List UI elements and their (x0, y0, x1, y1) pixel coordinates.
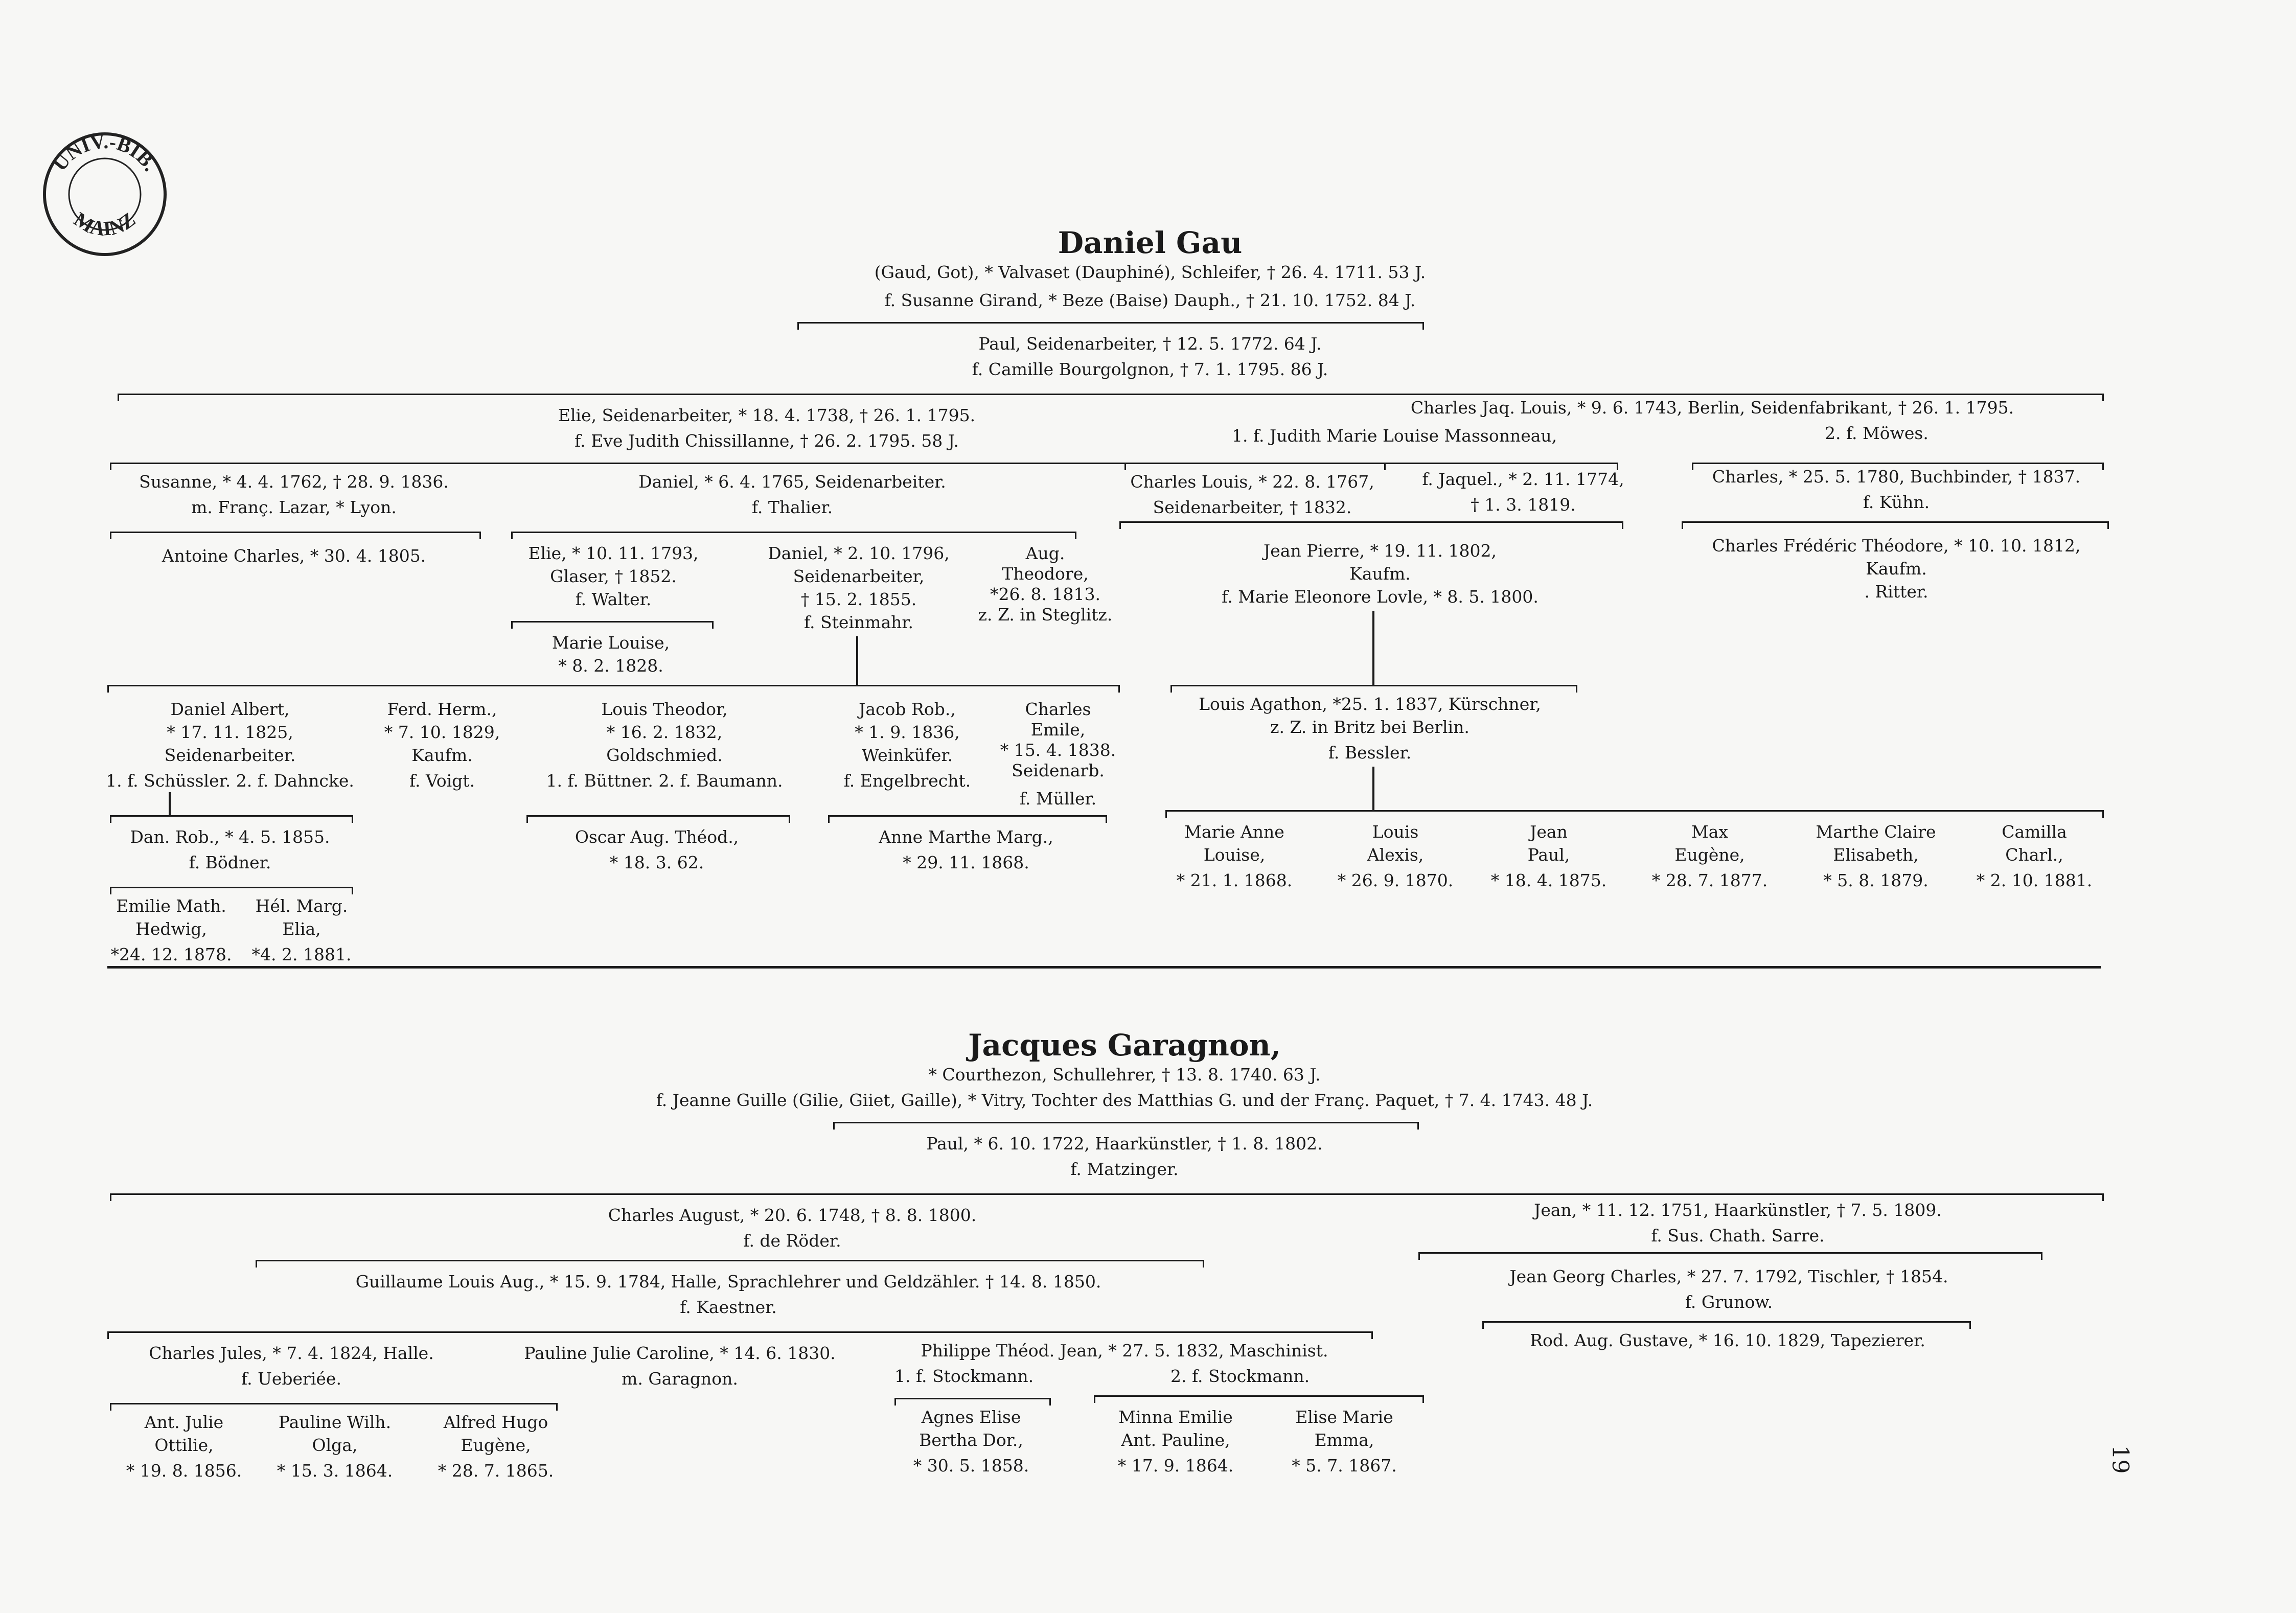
charles-fred-line-3: . Ritter. (1864, 582, 1928, 602)
jacob-line-2: * 1. 9. 1836, (855, 722, 960, 742)
daniel96-line-3: † 15. 2. 1855. (800, 589, 917, 609)
charles-fred-line-1: Charles Frédéric Théodore, * 10. 10. 1812, (1712, 536, 2081, 556)
charles-emile-line-4: Seidenarb. (1012, 761, 1105, 780)
jacob-line-4: f. Engelbrecht. (843, 771, 971, 791)
louis-child-2-line-3: * 26. 9. 1870. (1337, 870, 1454, 890)
louis-child-3-line-3: * 18. 4. 1875. (1490, 870, 1607, 890)
jean51-line-1: Jean, * 11. 12. 1751, Haarkünstler, † 7. 5. 1809. (1534, 1200, 1942, 1220)
louis-child-1-line-2: Louise, (1203, 845, 1266, 865)
cj-child-3-line-2: Eugène, (461, 1435, 531, 1455)
louis-theodor-line-2: * 16. 2. 1832, (606, 722, 723, 742)
gau-paul-line-2: f. Camille Bourgolgnon, † 7. 1. 1795. 86 J. (972, 359, 1328, 379)
charles-emile-line-3: * 15. 4. 1838. (1000, 740, 1116, 760)
louis-child-6-line-1: Camilla (2002, 822, 2067, 842)
ph-child-3-line-2: Emma, (1314, 1430, 1374, 1450)
louis-theodor-line-4: 1. f. Büttner. 2. f. Baumann. (546, 771, 783, 791)
jean-pierre-line-1: Jean Pierre, * 19. 11. 1802, (1264, 541, 1497, 561)
elie93-line-2: Glaser, † 1852. (550, 566, 677, 586)
garagnon-paul-line-2: f. Matzinger. (1070, 1159, 1179, 1179)
daniel-albert-line-3: Seidenarbeiter. (164, 745, 296, 765)
jean51-children-bracket (1418, 1252, 2042, 1260)
charles-august-line-1: Charles August, * 20. 6. 1748, † 8. 8. 1800. (608, 1205, 977, 1225)
cj-child-2-line-3: * 15. 3. 1864. (277, 1461, 393, 1481)
marie-louise-line-2: * 8. 2. 1828. (558, 656, 663, 676)
stamp-top-text: UNIV.-BIB. (48, 130, 163, 175)
philippe-line-2: 1. f. Stockmann. (894, 1366, 1034, 1386)
antoine-charles: Antoine Charles, * 30. 4. 1805. (162, 546, 426, 566)
ph-child-1-line-2: Bertha Dor., (919, 1430, 1023, 1450)
charles-jules-children-bracket (110, 1403, 558, 1411)
daniel-albert-line-2: * 17. 11. 1825, (167, 722, 293, 742)
gau-line-1: (Gaud, Got), * Valvaset (Dauphiné), Schleifer, † 26. 4. 1711. 53 J. (874, 262, 1426, 282)
jean-pierre-line-3: f. Marie Eleonore Lovle, * 8. 5. 1800. (1222, 587, 1539, 607)
svg-text:UNIV.-BIB. (48, 130, 162, 175)
louis-theodor-line-3: Goldschmied. (606, 745, 723, 765)
dan-rob-line-2: f. Bödner. (189, 852, 271, 872)
charles-jules-line-1: Charles Jules, * 7. 4. 1824, Halle. (149, 1343, 434, 1363)
jaquel-line-1: f. Jaquel., * 2. 11. 1774, (1422, 469, 1624, 489)
charles80-bracket (1682, 521, 2109, 529)
louis-child-1-line-1: Marie Anne (1184, 822, 1284, 842)
louis-child-3-line-1: Jean (1530, 822, 1568, 842)
louis-agathon-children-bracket (1165, 810, 2104, 818)
svg-text:MAINZ (70, 208, 140, 240)
anne-line-2: * 29. 11. 1868. (903, 852, 1029, 872)
aug-line-2: Theodore, (1002, 564, 1089, 584)
charles-emile-line-2: Emile, (1030, 720, 1086, 740)
charles-louis-line-2: Seidenarbeiter, † 1832. (1153, 497, 1352, 517)
jacob-line-3: Weinküfer. (861, 745, 953, 765)
guillaume-children-bracket (107, 1331, 1373, 1339)
ph-child-1-line-1: Agnes Elise (921, 1407, 1021, 1427)
daniel96-line-1: Daniel, * 2. 10. 1796, (768, 543, 950, 563)
library-stamp (41, 130, 169, 258)
jean-pierre-line-2: Kaufm. (1349, 564, 1411, 584)
garagnon-title: Jacques Garagnon, (968, 1028, 1281, 1063)
louis-child-3-line-2: Paul, (1527, 845, 1570, 865)
charles-august-line-2: f. de Röder. (743, 1231, 841, 1251)
louis-child-4-line-1: Max (1691, 822, 1729, 842)
louis-child-2-line-1: Louis (1372, 822, 1419, 842)
jean51-line-2: f. Sus. Chath. Sarre. (1651, 1226, 1825, 1246)
elie93-line-3: f. Walter. (575, 589, 652, 609)
louis-theodor-children-bracket (526, 815, 790, 823)
ph-child-3-line-3: * 5. 7. 1867. (1292, 1456, 1397, 1476)
ph-child-2-line-2: Ant. Pauline, (1121, 1430, 1230, 1450)
ph-child-2-line-1: Minna Emilie (1118, 1407, 1233, 1427)
daniel-albert-children-bracket (110, 815, 353, 823)
louis-child-6-line-3: * 2. 10. 1881. (1976, 870, 2093, 890)
marie-louise-line-1: Marie Louise, (552, 633, 670, 653)
emilie-line-3: *24. 12. 1878. (110, 944, 232, 964)
garagnon-line-2: f. Jeanne Guille (Gilie, Giiet, Gaille), * Vitry, Tochter des Matthias G. und der Franç. Paquet, † 7. 4. 1743. 48 J. (656, 1090, 1593, 1110)
louis-child-6-line-2: Charl., (2005, 845, 2063, 865)
pauline-julie-line-1: Pauline Julie Caroline, * 14. 6. 1830. (524, 1343, 836, 1363)
ph-child-3-line-1: Elise Marie (1295, 1407, 1393, 1427)
guillaume-line-1: Guillaume Louis Aug., * 15. 9. 1784, Halle, Sprachlehrer und Geldzähler. † 14. 8. 1850. (355, 1272, 1101, 1292)
jacob-line-1: Jacob Rob., (859, 699, 956, 719)
philippe-first-bracket (894, 1398, 1051, 1405)
daniel-children-bracket (511, 532, 1076, 539)
louis-agathon-line-3: f. Bessler. (1328, 743, 1412, 763)
hel-line-1: Hél. Marg. (255, 896, 348, 916)
garagnon-paul-line-1: Paul, * 6. 10. 1722, Haarkünstler, † 1. 8. 1802. (926, 1134, 1323, 1154)
charles80-line-1: Charles, * 25. 5. 1780, Buchbinder, † 1837. (1712, 467, 2081, 487)
garagnon-line-1: * Courthezon, Schullehrer, † 13. 8. 1740. 63 J. (928, 1065, 1321, 1085)
aug-line-1: Aug. (1025, 543, 1065, 563)
charles80-line-2: f. Kühn. (1863, 492, 1930, 512)
daniel-albert-line-4: 1. f. Schüssler. 2. f. Dahncke. (106, 771, 354, 791)
gau-title: Daniel Gau (1058, 225, 1243, 260)
daniel-line-1: Daniel, * 6. 4. 1765, Seidenarbeiter. (638, 472, 946, 492)
aug-line-3: *26. 8. 1813. (990, 584, 1100, 604)
cj-child-1-line-2: Ottilie, (154, 1435, 214, 1455)
jean-georg-children-bracket (1482, 1321, 1971, 1329)
cj-child-3-line-1: Alfred Hugo (443, 1412, 548, 1432)
elie93-bracket (511, 621, 714, 629)
stamp-bottom-text: MAINZ (70, 207, 140, 241)
ph-child-2-line-3: * 17. 9. 1864. (1117, 1456, 1234, 1476)
elie-line-2: f. Eve Judith Chissillanne, † 26. 2. 1795. 58 J. (575, 431, 959, 451)
ferd-line-3: Kaufm. (411, 745, 473, 765)
louis-child-1-line-3: * 21. 1. 1868. (1176, 870, 1293, 890)
pauline-julie-line-2: m. Garagnon. (622, 1369, 738, 1389)
cj-child-3-line-3: * 28. 7. 1865. (438, 1461, 554, 1481)
charles-jaq-line-3: 2. f. Möwes. (1825, 423, 1928, 443)
daniel96-line-2: Seidenarbeiter, (793, 566, 925, 586)
elie93-line-1: Elie, * 10. 11. 1793, (528, 543, 699, 563)
cj-child-2-line-2: Olga, (312, 1435, 358, 1455)
ph-child-1-line-3: * 30. 5. 1858. (913, 1456, 1029, 1476)
stamp-icon (41, 130, 169, 258)
daniel-albert-line-1: Daniel Albert, (170, 699, 290, 719)
jaquel-line-2: † 1. 3. 1819. (1471, 495, 1576, 515)
ferd-line-4: f. Voigt. (409, 771, 475, 791)
louis-child-4-line-2: Eugène, (1674, 845, 1745, 865)
charles-jaq-line-2: 1. f. Judith Marie Louise Massonneau, (1232, 426, 1557, 446)
susanne-line-2: m. Franç. Lazar, * Lyon. (191, 497, 397, 517)
daniel96-line-4: f. Steinmahr. (803, 612, 914, 632)
jean-georg-line-1: Jean Georg Charles, * 27. 7. 1792, Tischler, † 1854. (1509, 1266, 1948, 1286)
louis-child-5-line-3: * 5. 8. 1879. (1823, 870, 1928, 890)
jean-pierre-stem (1372, 611, 1374, 685)
philippe-line-1: Philippe Théod. Jean, * 27. 5. 1832, Maschinist. (921, 1341, 1328, 1361)
cj-child-1-line-3: * 19. 8. 1856. (126, 1461, 242, 1481)
charles-fred-line-2: Kaufm. (1866, 559, 1927, 579)
louis-child-4-line-3: * 28. 7. 1877. (1651, 870, 1768, 890)
daniel-line-2: f. Thalier. (751, 497, 833, 517)
philippe-line-3: 2. f. Stockmann. (1170, 1366, 1310, 1386)
louis-child-5-line-2: Elisabeth, (1833, 845, 1919, 865)
jacob-children-bracket (828, 815, 1107, 823)
emilie-line-1: Emilie Math. (116, 896, 226, 916)
oscar-line-1: Oscar Aug. Théod., (575, 827, 739, 847)
cj-child-1-line-1: Ant. Julie (144, 1412, 224, 1432)
cj-child-2-line-1: Pauline Wilh. (278, 1412, 392, 1432)
charles-louis-bracket (1119, 521, 1623, 529)
elie-line-1: Elie, Seidenarbeiter, * 18. 4. 1738, † 26. 1. 1795. (558, 405, 976, 425)
section-divider (107, 966, 2101, 969)
jean-pierre-children-bracket (1170, 685, 1577, 693)
louis-child-2-line-2: Alexis, (1367, 845, 1424, 865)
charles-jules-line-2: f. Ueberiée. (241, 1369, 341, 1389)
guillaume-line-2: f. Kaestner. (680, 1297, 777, 1317)
ferd-line-2: * 7. 10. 1829, (384, 722, 500, 742)
gau-line-2: f. Susanne Girand, * Beze (Baise) Dauph., † 21. 10. 1752. 84 J. (884, 290, 1416, 310)
jean-georg-line-2: f. Grunow. (1685, 1292, 1773, 1312)
hel-line-2: Elia, (282, 919, 321, 939)
louis-child-5-line-1: Marthe Claire (1816, 822, 1936, 842)
oscar-line-2: * 18. 3. 62. (609, 852, 704, 872)
dan-rob-children-bracket (110, 887, 353, 894)
gau-paul-line-1: Paul, Seidenarbeiter, † 12. 5. 1772. 64 J. (978, 334, 1322, 354)
charles-emile-line-1: Charles (1025, 699, 1091, 719)
louis-agathon-line-2: z. Z. in Britz bei Berlin. (1270, 717, 1470, 737)
ferd-line-1: Ferd. Herm., (387, 699, 497, 719)
hel-line-3: *4. 2. 1881. (251, 944, 352, 964)
rod-aug: Rod. Aug. Gustave, * 16. 10. 1829, Tapezierer. (1530, 1330, 1925, 1350)
emilie-line-2: Hedwig, (135, 919, 207, 939)
daniel96-children-bracket (107, 685, 1120, 693)
charles-louis-line-1: Charles Louis, * 22. 8. 1767, (1130, 472, 1374, 492)
susanne-children-bracket (110, 532, 481, 539)
louis-agathon-line-1: Louis Agathon, *25. 1. 1837, Kürschner, (1199, 694, 1541, 714)
louis-agathon-stem (1372, 767, 1374, 810)
dan-rob-line-1: Dan. Rob., * 4. 5. 1855. (130, 827, 330, 847)
aug-line-4: z. Z. in Steglitz. (978, 605, 1113, 625)
susanne-line-1: Susanne, * 4. 4. 1762, † 28. 9. 1836. (139, 472, 449, 492)
charles-jaq-line-1: Charles Jaq. Louis, * 9. 6. 1743, Berlin, Seidenfabrikant, † 26. 1. 1795. (1410, 398, 2014, 418)
garagnon-bracket (833, 1122, 1419, 1130)
philippe-second-bracket (1094, 1395, 1424, 1403)
louis-theodor-line-1: Louis Theodor, (601, 699, 728, 719)
page-number: 19 (2107, 1445, 2133, 1474)
daniel-albert-stem (169, 792, 171, 815)
gau-bracket (797, 322, 1424, 330)
daniel96-stem (856, 636, 858, 685)
anne-line-1: Anne Marthe Marg., (879, 827, 1053, 847)
charles-august-children-bracket (256, 1260, 1204, 1268)
charles-emile-line-5: f. Müller. (1019, 789, 1097, 809)
